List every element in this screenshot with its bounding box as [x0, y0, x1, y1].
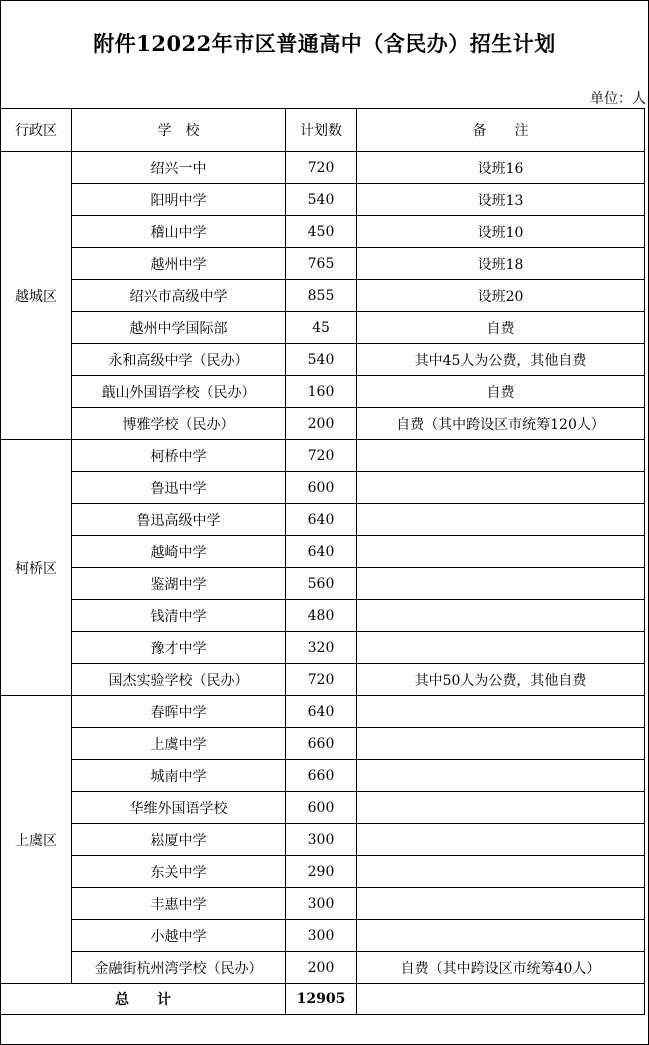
school-cell: 越州中学: [72, 248, 286, 280]
note-cell: 自费（其中跨设区市统筹40人）: [357, 952, 645, 984]
plan-cell: 640: [286, 696, 357, 728]
plan-cell: 640: [286, 536, 357, 568]
note-cell: [357, 504, 645, 536]
note-cell: 设班18: [357, 248, 645, 280]
table-row: [1, 280, 645, 312]
plan-cell: 200: [286, 952, 357, 984]
plan-cell: 290: [286, 856, 357, 888]
school-cell: 小越中学: [72, 920, 286, 952]
table-row: [1, 728, 645, 760]
total-note: [357, 984, 645, 1015]
note-cell: [357, 728, 645, 760]
plan-cell: 300: [286, 920, 357, 952]
header-row: [1, 109, 645, 152]
note-cell: [357, 568, 645, 600]
school-cell: 阳明中学: [72, 184, 286, 216]
plan-cell: 560: [286, 568, 357, 600]
note-cell: [357, 632, 645, 664]
school-cell: 稽山中学: [72, 216, 286, 248]
table-row: [1, 408, 645, 440]
school-cell: 崧厦中学: [72, 824, 286, 856]
plan-cell: 660: [286, 728, 357, 760]
school-cell: 春晖中学: [72, 696, 286, 728]
table-row: [1, 632, 645, 664]
note-cell: [357, 856, 645, 888]
table-row: [1, 472, 645, 504]
plan-cell: 320: [286, 632, 357, 664]
note-cell: [357, 696, 645, 728]
enrollment-table: [0, 108, 645, 1015]
school-cell: 鲁迅中学: [72, 472, 286, 504]
note-cell: [357, 536, 645, 568]
note-cell: 设班20: [357, 280, 645, 312]
note-cell: 设班10: [357, 216, 645, 248]
plan-cell: 720: [286, 152, 357, 184]
school-cell: 蕺山外国语学校（民办）: [72, 376, 286, 408]
note-cell: [357, 920, 645, 952]
note-cell: [357, 472, 645, 504]
plan-cell: 660: [286, 760, 357, 792]
plan-cell: 600: [286, 792, 357, 824]
plan-cell: 855: [286, 280, 357, 312]
school-cell: 国杰实验学校（民办）: [72, 664, 286, 696]
table-row: [1, 952, 645, 984]
plan-cell: 720: [286, 440, 357, 472]
table-row: [1, 312, 645, 344]
plan-cell: 540: [286, 184, 357, 216]
school-cell: 越崎中学: [72, 536, 286, 568]
district-cell: 上虞区: [1, 696, 72, 984]
total-label: 总 计: [1, 984, 286, 1015]
table-row: [1, 664, 645, 696]
table-row: [1, 568, 645, 600]
school-cell: 钱清中学: [72, 600, 286, 632]
plan-cell: 540: [286, 344, 357, 376]
plan-cell: 300: [286, 824, 357, 856]
table-row: [1, 792, 645, 824]
note-cell: 自费（其中跨设区市统筹120人）: [357, 408, 645, 440]
note-cell: 设班16: [357, 152, 645, 184]
header-plan: 计划数: [286, 109, 357, 152]
district-cell: 柯桥区: [1, 440, 72, 696]
school-cell: 越州中学国际部: [72, 312, 286, 344]
school-cell: 东关中学: [72, 856, 286, 888]
table-row: [1, 248, 645, 280]
table-row: [1, 888, 645, 920]
school-cell: 博雅学校（民办）: [72, 408, 286, 440]
table-row: [1, 920, 645, 952]
plan-cell: 640: [286, 504, 357, 536]
table-row: [1, 536, 645, 568]
note-cell: 设班13: [357, 184, 645, 216]
note-cell: 自费: [357, 376, 645, 408]
note-cell: [357, 600, 645, 632]
note-cell: [357, 440, 645, 472]
unit-label: 单位：人: [590, 91, 646, 107]
table-row: [1, 440, 645, 472]
note-cell: [357, 824, 645, 856]
school-cell: 绍兴一中: [72, 152, 286, 184]
table-row: [1, 344, 645, 376]
plan-cell: 160: [286, 376, 357, 408]
note-cell: [357, 792, 645, 824]
table-row: [1, 600, 645, 632]
table-row: [1, 760, 645, 792]
header-district: 行政区: [1, 109, 72, 152]
plan-cell: 200: [286, 408, 357, 440]
school-cell: 鲁迅高级中学: [72, 504, 286, 536]
plan-cell: 720: [286, 664, 357, 696]
school-cell: 城南中学: [72, 760, 286, 792]
table-row: [1, 696, 645, 728]
school-cell: 丰惠中学: [72, 888, 286, 920]
plan-cell: 45: [286, 312, 357, 344]
plan-cell: 600: [286, 472, 357, 504]
table-row: [1, 216, 645, 248]
table-row: [1, 504, 645, 536]
table-row: [1, 152, 645, 184]
table-row: [1, 376, 645, 408]
note-cell: [357, 760, 645, 792]
school-cell: 鉴湖中学: [72, 568, 286, 600]
school-cell: 柯桥中学: [72, 440, 286, 472]
table-row: [1, 184, 645, 216]
table-row: [1, 856, 645, 888]
note-cell: 其中45人为公费，其他自费: [357, 344, 645, 376]
district-cell: 越城区: [1, 152, 72, 440]
school-cell: 绍兴市高级中学: [72, 280, 286, 312]
school-cell: 华维外国语学校: [72, 792, 286, 824]
total-plan: 12905: [286, 984, 357, 1015]
page-title: 附件12022年市区普通高中（含民办）招生计划: [93, 31, 556, 56]
school-cell: 上虞中学: [72, 728, 286, 760]
plan-cell: 480: [286, 600, 357, 632]
plan-cell: 300: [286, 888, 357, 920]
school-cell: 豫才中学: [72, 632, 286, 664]
total-row: [1, 984, 645, 1015]
header-school: 学 校: [72, 109, 286, 152]
note-cell: [357, 888, 645, 920]
note-cell: 其中50人为公费，其他自费: [357, 664, 645, 696]
table-row: [1, 824, 645, 856]
plan-cell: 450: [286, 216, 357, 248]
plan-cell: 765: [286, 248, 357, 280]
school-cell: 永和高级中学（民办）: [72, 344, 286, 376]
note-cell: 自费: [357, 312, 645, 344]
header-note: 备 注: [357, 109, 645, 152]
school-cell: 金融街杭州湾学校（民办）: [72, 952, 286, 984]
